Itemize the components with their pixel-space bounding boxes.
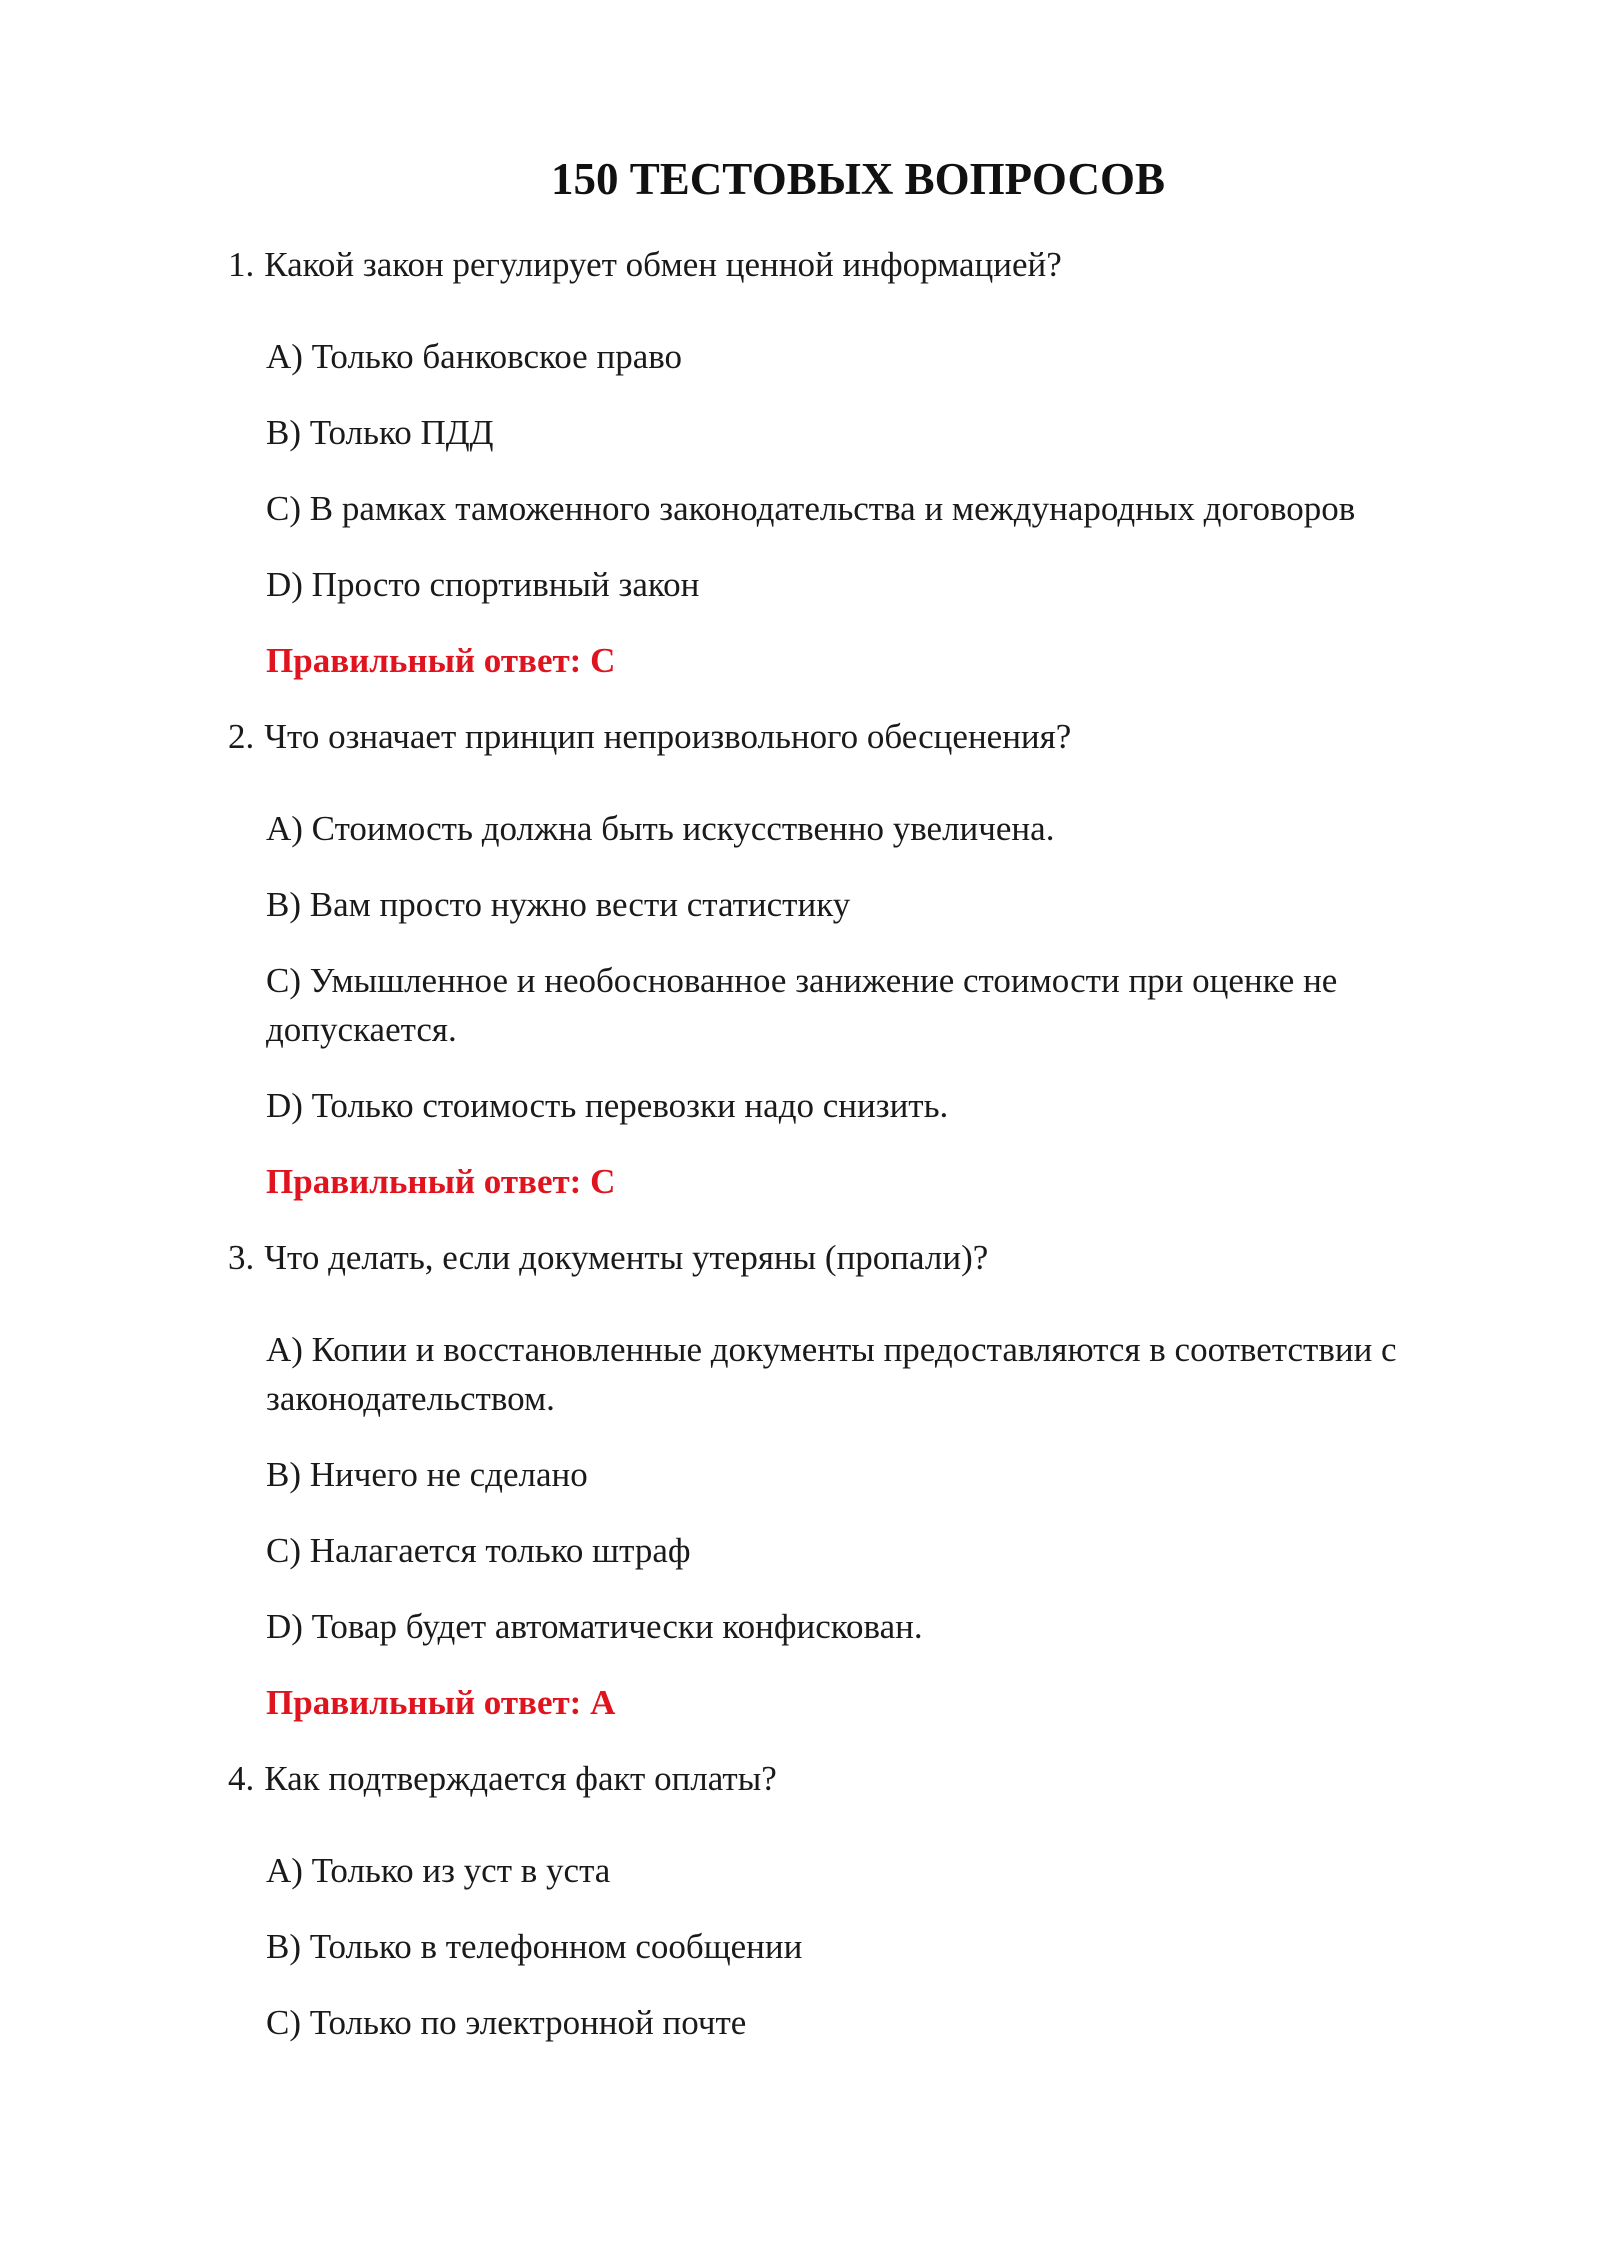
answer-option: B) Ничего не сделано	[266, 1455, 588, 1494]
answer-options	[266, 332, 1518, 609]
questions-list	[228, 240, 1518, 2074]
correct-answer: Правильный ответ: C	[266, 641, 616, 680]
question-item	[228, 240, 1518, 685]
question-number: 3.	[228, 1238, 255, 1277]
answer-option: D) Товар будет автоматически конфискован.	[266, 1607, 923, 1646]
answer-option: A) Только из уст в уста	[266, 1851, 611, 1890]
answer-option: B) Только в телефонном сообщении	[266, 1927, 803, 1966]
answer-option: A) Только банковское право	[266, 337, 683, 376]
question-number: 2.	[228, 717, 255, 756]
question-item	[228, 1233, 1518, 1727]
answer-options	[266, 1325, 1518, 1651]
question-item	[228, 712, 1518, 1206]
answer-option: C) Только по электронной почте	[266, 2003, 747, 2042]
correct-answer: Правильный ответ: A	[266, 1683, 616, 1722]
question-text-line	[228, 712, 1518, 761]
answer-option: D) Только стоимость перевозки надо снизить.	[266, 1086, 949, 1125]
answer-option: D) Просто спортивный закон	[266, 565, 700, 604]
question-text: Как подтверждается факт оплаты?	[264, 1759, 777, 1798]
answer-option: C) В рамках таможенного законодательства и международных договоров	[266, 489, 1356, 528]
answer-option: C) Умышленное и необоснованное занижение стоимости при оценке не допускается.	[266, 961, 1338, 1049]
answer-option: A) Стоимость должна быть искусственно увеличена.	[266, 809, 1055, 848]
question-item	[228, 1754, 1518, 2047]
question-number: 1.	[228, 245, 255, 284]
correct-answer: Правильный ответ: C	[266, 1162, 616, 1201]
answer-options	[266, 1846, 1518, 2047]
answer-options	[266, 804, 1518, 1130]
question-text: Что делать, если документы утеряны (пропали)?	[264, 1238, 989, 1277]
question-text-line	[228, 240, 1518, 289]
question-number: 4.	[228, 1759, 255, 1798]
question-text-line	[228, 1233, 1518, 1282]
answer-option: B) Только ПДД	[266, 413, 494, 452]
document-title: 150 ТЕСТОВЫХ ВОПРОСОВ	[551, 154, 1165, 204]
question-text: Какой закон регулирует обмен ценной информацией?	[264, 245, 1062, 284]
answer-option: A) Копии и восстановленные документы предоставляются в соответствии с законодательством.	[266, 1330, 1397, 1418]
question-text: Что означает принцип непроизвольного обесценения?	[264, 717, 1072, 756]
answer-option: B) Вам просто нужно вести статистику	[266, 885, 851, 924]
question-text-line	[228, 1754, 1518, 1803]
answer-option: C) Налагается только штраф	[266, 1531, 691, 1570]
